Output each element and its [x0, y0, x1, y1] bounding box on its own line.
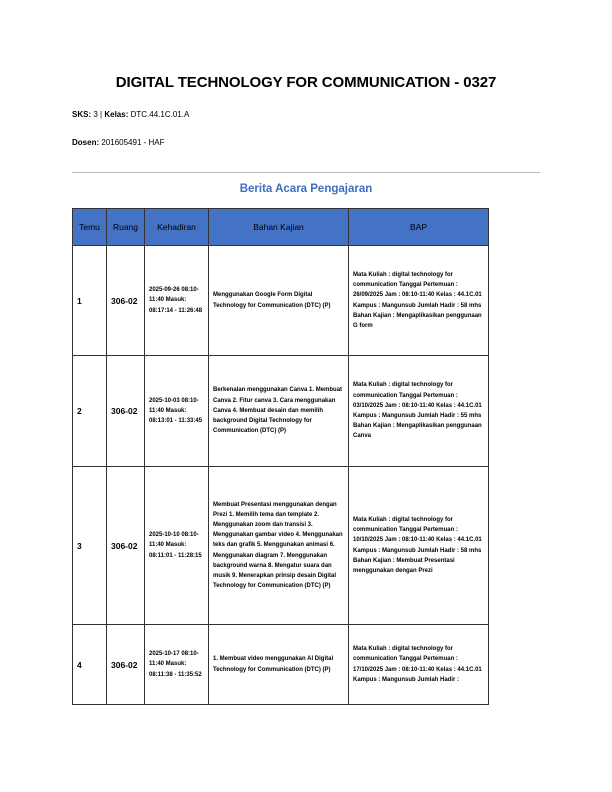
kelas-value: DTC.44.1C.01.A	[130, 110, 190, 119]
lecturer-line	[72, 138, 165, 147]
course-title: DIGITAL TECHNOLOGY FOR COMMUNICATION - 0327	[115, 74, 497, 91]
divider	[72, 172, 540, 173]
ruang-cell: 306-02	[107, 467, 145, 625]
header-ruang: Ruang	[107, 209, 145, 246]
bap-cell: Mata Kuliah : digital technology for communication Tanggal Pertemuan : 17/10/2025 Jam : 08:10-11:40 Kelas : 44.1C.01 Kampus : Mangunsub Jumlah Hadir :	[349, 625, 489, 705]
ruang-cell: 306-02	[107, 246, 145, 356]
dosen-value: 201605491 - HAF	[101, 138, 165, 147]
kelas-label: Kelas:	[104, 110, 129, 119]
temu-cell: 2	[73, 356, 107, 467]
meta-separator: |	[100, 110, 103, 119]
kehadiran-cell: 2025-10-17 08:10-11:40 Masuk: 08:11:38 - 11:35:52	[145, 625, 209, 705]
temu-cell: 3	[73, 467, 107, 625]
kehadiran-cell: 2025-10-10 08:10-11:40 Masuk: 08:11:01 - 11:28:15	[145, 467, 209, 625]
header-kehadiran: Kehadiran	[145, 209, 209, 246]
temu-cell: 4	[73, 625, 107, 705]
kehadiran-cell: 2025-09-26 08:10-11:40 Masuk: 08:17:14 - 11:26:48	[145, 246, 209, 356]
table-row	[73, 467, 489, 625]
table-row	[73, 625, 489, 705]
header-temu: Temu	[73, 209, 107, 246]
ruang-cell: 306-02	[107, 356, 145, 467]
bahan-kajian-cell: Menggunakan Google Form Digital Technology for Communication (DTC) (P)	[209, 246, 349, 356]
bap-cell: Mata Kuliah : digital technology for communication Tanggal Pertemuan : 10/10/2025 Jam : 08:10-11:40 Kelas : 44.1C.01 Kampus : Mangunsub Jumlah Hadir : 58 mhs Bahan Kajian : Membuat Presentasi menggunakan dengan Prezi	[349, 467, 489, 625]
section-title: Berita Acara Pengajaran	[239, 183, 373, 195]
sks-value: 3	[93, 110, 98, 119]
dosen-label: Dosen:	[72, 138, 100, 147]
bahan-kajian-cell: Berkenalan menggunakan Canva 1. Membuat Canva 2. Fitur canva 3. Cara menggunakan Canva 4. Membuat desain dan memilih background Digital Technology for Communication (DTC) (P)	[209, 356, 349, 467]
header-bap: BAP	[349, 209, 489, 246]
bap-cell: Mata Kuliah : digital technology for communication Tanggal Pertemuan : 26/09/2025 Jam : 08:10-11:40 Kelas : 44.1C.01 Kampus : Mangunsub Jumlah Hadir : 58 mhs Bahan Kajian : Mengaplikasikan penggunaan G form	[349, 246, 489, 356]
table-header-row	[73, 209, 489, 246]
bap-table	[72, 208, 489, 705]
temu-cell: 1	[73, 246, 107, 356]
table-row	[73, 246, 489, 356]
sks-label: SKS:	[72, 110, 92, 119]
bahan-kajian-cell: Membuat Presentasi menggunakan dengan Prezi 1. Memilih tema dan template 2. Menggunakan zoom dan transisi 3. Menggunakan gambar video 4. Menggunakan teks dan grafik 5. Menggunakan animasi 6. Menggunakan diagram 7. Menggunakan background warna 8. Mengatur suara dan musik 9. Menerapkan prinsip desain Digital Technology for Communication (DTC) (P)	[209, 467, 349, 625]
bap-cell: Mata Kuliah : digital technology for communication Tanggal Pertemuan : 03/10/2025 Jam : 08:10-11:40 Kelas : 44.1C.01 Kampus : Mangunsub Jumlah Hadir : 55 mhs Bahan Kajian : Mengaplikasikan penggunaan Canva	[349, 356, 489, 467]
course-meta-line	[72, 110, 189, 119]
ruang-cell: 306-02	[107, 625, 145, 705]
bahan-kajian-cell: 1. Membuat video menggunakan AI Digital Technology for Communication (DTC) (P)	[209, 625, 349, 705]
kehadiran-cell: 2025-10-03 08:10-11:40 Masuk: 08:13:01 - 11:33:45	[145, 356, 209, 467]
table-row	[73, 356, 489, 467]
header-bahan-kajian: Bahan Kajian	[209, 209, 349, 246]
